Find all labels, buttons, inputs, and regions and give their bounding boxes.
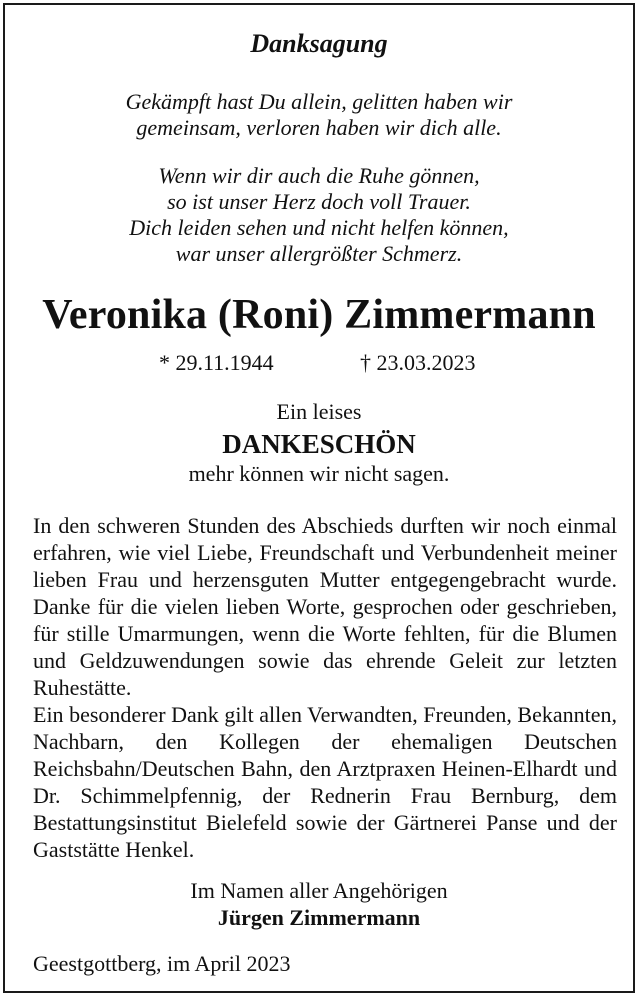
poem-stanza-2 (5, 163, 633, 267)
signer-name: Jürgen Zimmermann (217, 905, 421, 930)
body-paragraph: In den schweren Stunden des Abschieds durften wir noch einmal erfahren, wie viel Liebe, Freundschaft und Verbundenheit meiner lieben Frau und herzensguten Mutter entgegengebracht wurde. Danke für die vielen lieben Worte, gesprochen oder geschrieben, für stille Umarmungen, wenn die Worte fehlten, für die Blumen und Geldzuwendungen sowie das ehrende Geleit zur letzten Ruhestätte. (33, 513, 617, 700)
thanks-outro: mehr können wir nicht sagen. (188, 461, 450, 486)
body-paragraph: Ein besonderer Dank gilt allen Verwandten, Freunden, Bekannten, Nachbarn, den Kollegen der ehemaligen Deutschen Reichsbahn/Deutschen Bahn, den Arztpraxen Heinen-Elhardt und Dr. Schimmelpfennig, der Rednerin Frau Bernburg, dem Bestattungsinstitut Bielefeld sowie der Gärtnerei Panse und der Gaststätte Henkel. (33, 702, 617, 862)
thanks-word: DANKESCHÖN (222, 429, 416, 459)
notice-heading: Danksagung (250, 29, 388, 58)
poem-line: Wenn wir dir auch die Ruhe gönnen, (158, 163, 480, 188)
notice-frame (3, 3, 635, 993)
place-date: Geestgottberg, im April 2023 (33, 951, 291, 976)
death-date: † 23.03.2023 (360, 350, 476, 375)
on-behalf-line: Im Namen aller Angehörigen (190, 878, 448, 903)
poem-line: Gekämpft hast Du allein, gelitten haben wir (125, 89, 513, 114)
poem-line: gemeinsam, verloren haben wir dich alle. (136, 115, 502, 140)
poem-line: so ist unser Herz doch voll Trauer. (167, 189, 471, 214)
birth-date: * 29.11.1944 (159, 350, 274, 375)
thanks-body (33, 512, 617, 863)
poem-stanza-1 (5, 89, 633, 141)
poem-line: Dich leiden sehen und nicht helfen können, (129, 215, 509, 240)
thanks-intro: Ein leises (276, 399, 362, 424)
deceased-name: Veronika (Roni) Zimmermann (42, 292, 596, 338)
poem-line: war unser allergrößter Schmerz. (175, 241, 463, 266)
